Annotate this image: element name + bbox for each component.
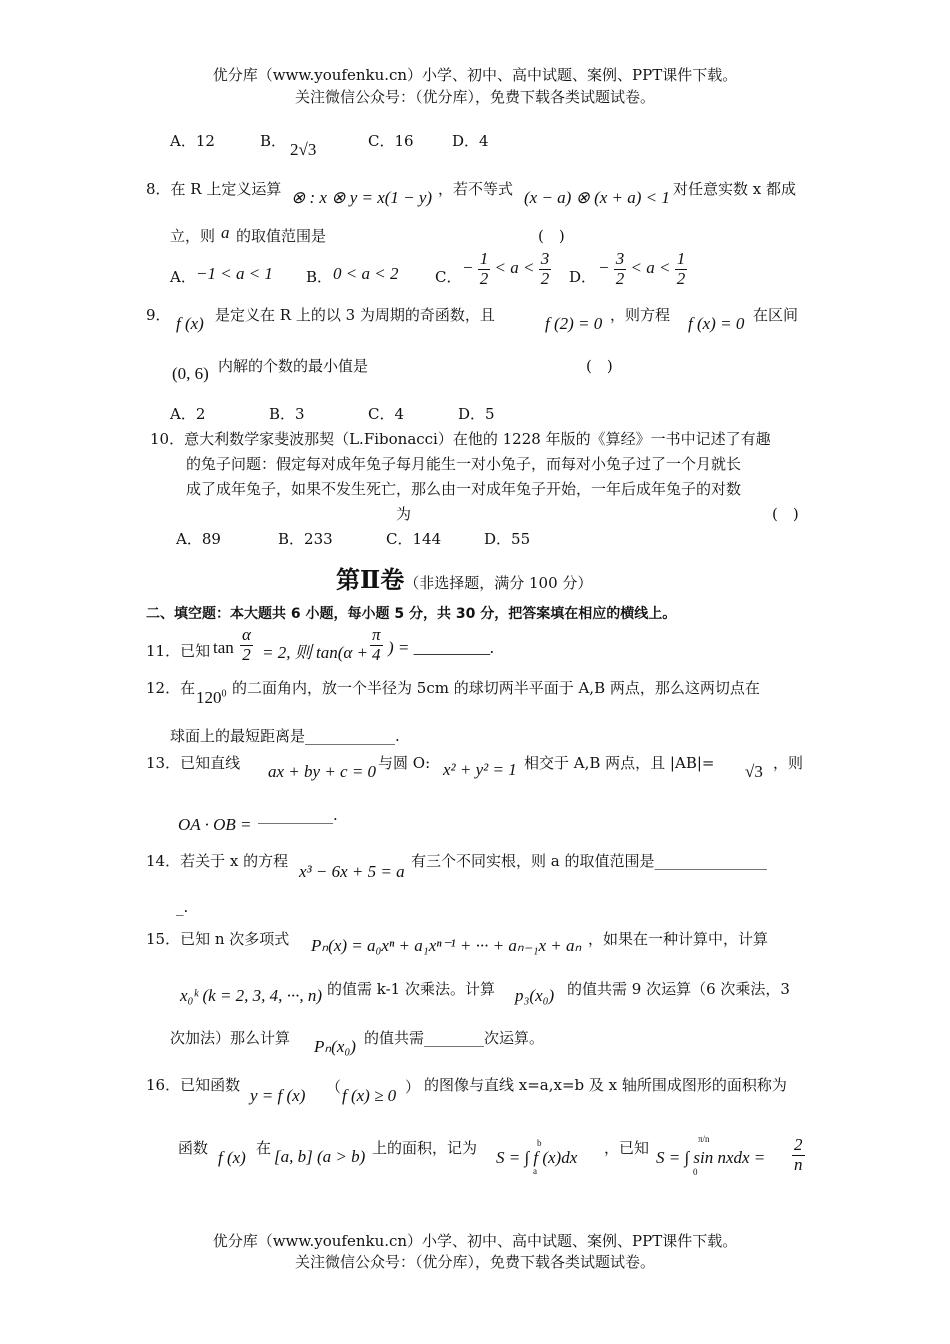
q13-ab-value: √3	[745, 762, 763, 781]
q11-eq: = 2, 则 tan(α +	[262, 643, 369, 662]
q8-option-c-label: C．	[435, 268, 462, 286]
q16-line2c: 上的面积，记为	[372, 1139, 478, 1157]
q16-number: 16．已知函数	[146, 1076, 241, 1094]
q11-pi-num: π	[372, 625, 381, 644]
q12-angle: $120^0$	[196, 688, 227, 707]
section2-heading: 二、填空题：本大题共 6 小题，每小题 5 分，共 30 分，把答案填在相应的横线上。	[146, 606, 677, 622]
q12-number: 12．在	[146, 679, 196, 697]
q9-option-d: D．5	[458, 405, 495, 423]
q16-int-upper: b	[537, 1138, 542, 1148]
q8-answer-paren: ( )	[538, 227, 565, 245]
q10-option-d: D．55	[484, 530, 531, 548]
q15-polynomial: Pₙ(x) = a₀xⁿ + a₁xⁿ⁻¹ + ··· + aₙ₋₁x + aₙ	[311, 936, 582, 955]
q9-option-a: A．2	[170, 405, 206, 423]
q12-line2: 球面上的最短距离是____________.	[170, 727, 400, 745]
q16-integral2: S = ∫ sin nxdx =	[656, 1148, 766, 1167]
q10-option-a: A．89	[176, 530, 221, 548]
q8-option-d-label: D．	[569, 268, 597, 286]
q16-cond-open: （	[326, 1078, 342, 1096]
q13-text2: 相交于 A,B 两点，且 |AB|=	[524, 754, 715, 772]
q13-text3: ，则	[773, 754, 804, 772]
q15-line3a: 次加法）那么计算	[170, 1029, 291, 1047]
q14-line2: _.	[176, 898, 189, 916]
q7-option-b-math: 2√3	[290, 140, 317, 159]
q8-option-a-math: −1 < a < 1	[196, 264, 273, 283]
part2-title: 第Ⅱ卷	[336, 565, 405, 594]
part2-heading	[336, 560, 592, 595]
q9-fx: f (x)	[176, 314, 204, 333]
q13-circle-eq: x² + y² = 1	[443, 760, 517, 779]
q9-equation: f (x) = 0	[688, 314, 745, 333]
q8-option-d-math: − $\frac{3}{2}$ < a < $\frac{1}{2}$	[598, 249, 686, 288]
q10-line1: 10．意大利数学家斐波那契（L.Fibonacci）在他的 1228 年版的《算经》一书中记述了有趣	[150, 430, 771, 448]
q15-number: 15．已知 n 次多项式	[146, 930, 290, 948]
q9-answer-paren: ( )	[586, 357, 613, 375]
q8-mid-text: ，若不等式	[438, 180, 514, 198]
q15-text3: 的值共需 9 次运算（6 次乘法，3	[567, 980, 790, 998]
q16-int2-lower: 0	[693, 1167, 698, 1177]
q11-alpha-fraction	[240, 626, 253, 664]
q9-number: 9．	[146, 306, 171, 324]
q13-dot-product: OA · OB =	[178, 815, 252, 834]
q15-text1: ，如果在一种计算中，计算	[588, 930, 769, 948]
q16-cond-close: ）	[405, 1078, 421, 1096]
q9-f2: f (2) = 0	[545, 314, 603, 333]
q13-text1: 与圆 O:	[378, 754, 431, 772]
q8-option-b-math: 0 < a < 2	[333, 264, 399, 283]
q14-number: 14．若关于 x 的方程	[146, 852, 289, 870]
q10-option-c: C．144	[386, 530, 442, 548]
q7-option-a: A．12	[170, 132, 215, 150]
q8-inequality: (x − a) ⊗ (x + a) < 1	[524, 188, 670, 207]
q16-result-fraction	[792, 1136, 805, 1174]
q16-text1: 的图像与直线 x=a,x=b 及 x 轴所围成图形的面积称为	[424, 1076, 787, 1094]
q15-line3b: 的值共需________次运算。	[364, 1029, 545, 1047]
q8-line2b: 的取值范围是	[236, 227, 327, 245]
q15-p3: p₃(x₀)	[515, 986, 555, 1005]
q10-line3: 成了成年兔子，如果不发生死亡，那么由一对成年兔子开始，一年后成年兔子的对数	[186, 480, 742, 498]
q10-answer-paren: ( )	[772, 505, 799, 523]
q15-xk: x₀ᵏ (k = 2, 3, 4, ···, n)	[180, 986, 323, 1005]
q16-interval: [a, b] (a > b)	[274, 1147, 366, 1166]
q8-line2: 立，则	[170, 227, 216, 245]
q7-option-b-label: B．	[260, 132, 287, 150]
q11-frac-den: 2	[242, 644, 251, 664]
q14-equation: x³ − 6x + 5 = a	[299, 862, 405, 881]
q15-pn: Pₙ(x₀)	[314, 1037, 356, 1056]
q13-blank: __________.	[258, 806, 338, 824]
q16-line2b: 在	[256, 1139, 272, 1157]
q10-line4: 为	[396, 505, 412, 523]
q14-text: 有三个不同实根，则 a 的取值范围是_______________	[411, 852, 767, 870]
q8-tail-text: 对任意实数 x 都成	[673, 180, 796, 198]
q10-line2: 的兔子问题：假定每对成年兔子每月能生一对小兔子，而每对小兔子过了一个月就长	[186, 455, 742, 473]
q16-integral: S = ∫ f (x)dx	[496, 1148, 578, 1167]
q16-fx: f (x)	[218, 1148, 246, 1167]
header-line-1: 优分库（www.youfenku.cn）小学、初中、高中试题、案例、PPT课件下载。	[212, 66, 738, 84]
q7-option-d: D．4	[452, 132, 489, 150]
footer-line-2: 关注微信公众号：（优分库），免费下载各类试题试卷。	[294, 1253, 655, 1271]
q9-option-c: C．4	[368, 405, 405, 423]
q16-res-den: n	[794, 1154, 803, 1174]
q8-operation-def: ⊗ : x ⊗ y = x(1 − y)	[291, 188, 433, 207]
q16-condition: f (x) ≥ 0	[342, 1086, 397, 1105]
q9-text1: 是定义在 R 上的以 3 为周期的奇函数，且	[215, 306, 495, 324]
q11-tan: tan	[213, 638, 234, 657]
q8-option-a-label: A．	[170, 268, 196, 286]
q8-option-c-math: − $\frac{1}{2}$ < a < $\frac{3}{2}$	[462, 249, 550, 288]
q16-int-lower: a	[533, 1166, 537, 1176]
q12-line1: 的二面角内，放一个半径为 5cm 的球切两半平面于 A,B 两点，那么这两切点在	[232, 679, 760, 697]
q16-line2d: ，已知	[604, 1139, 650, 1157]
q13-number: 13．已知直线	[146, 754, 241, 772]
q11-pi-den: 4	[372, 644, 381, 664]
q10-option-b: B．233	[278, 530, 333, 548]
footer-line-1: 优分库（www.youfenku.cn）小学、初中、高中试题、案例、PPT课件下载。	[212, 1232, 738, 1250]
q8-number-text: 8．在 R 上定义运算	[146, 180, 282, 198]
q16-res-num: 2	[794, 1135, 803, 1154]
q11-pi-fraction	[370, 626, 383, 664]
q9-text4: 内解的个数的最小值是	[218, 357, 369, 375]
q11-tail: ) = _________.	[388, 638, 495, 657]
q9-interval: (0, 6)	[172, 364, 209, 383]
q11-frac-num: α	[242, 625, 251, 644]
q16-line2a: 函数	[178, 1139, 209, 1157]
q8-var-a: a	[221, 223, 230, 242]
part2-subtitle: （非选择题，满分 100 分）	[404, 574, 593, 592]
header-line-2: 关注微信公众号：（优分库），免费下载各类试题试卷。	[294, 88, 655, 106]
q7-option-c: C．16	[368, 132, 414, 150]
q16-int2-upper: π/n	[698, 1134, 710, 1144]
q9-option-b: B．3	[269, 405, 305, 423]
q11-number: 11．已知	[146, 642, 211, 660]
q13-line-eq: ax + by + c = 0	[268, 762, 377, 781]
q9-text3: 在区间	[753, 306, 799, 324]
q15-text2: 的值需 k-1 次乘法。计算	[327, 980, 495, 998]
q8-option-b-label: B．	[306, 268, 333, 286]
q16-function: y = f (x)	[250, 1086, 306, 1105]
q9-text2: ，则方程	[610, 306, 671, 324]
